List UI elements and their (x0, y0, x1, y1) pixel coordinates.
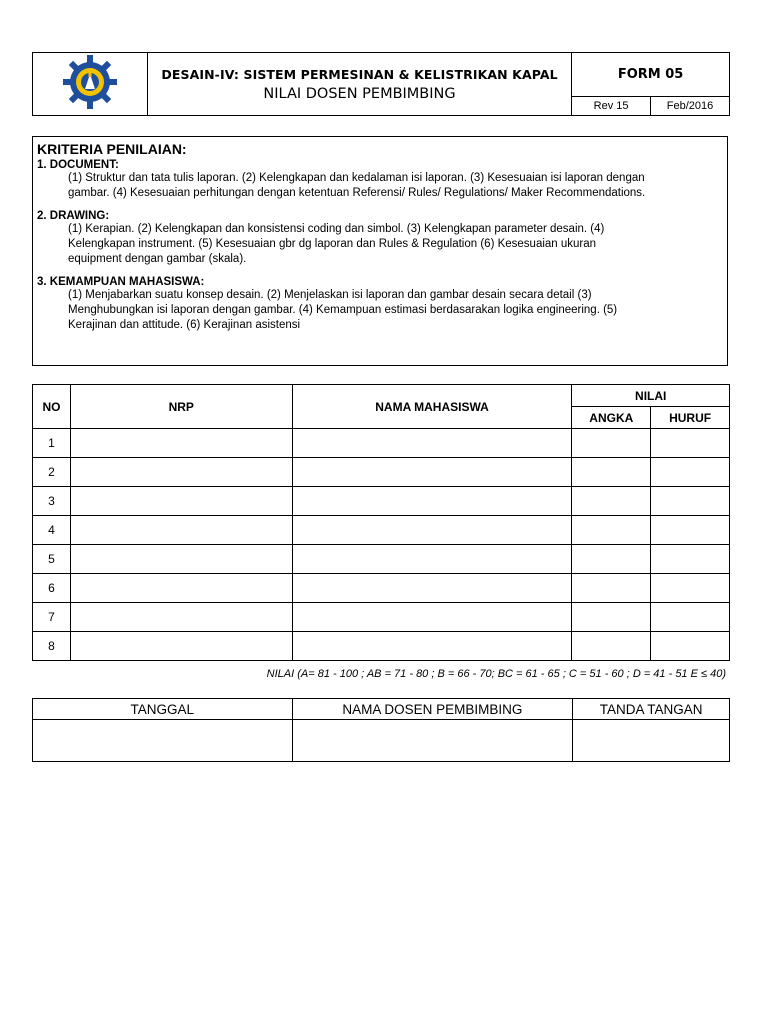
grade-legend: NILAI (A= 81 - 100 ; AB = 71 - 80 ; B = 66 - 70; BC = 61 - 65 ; C = 51 - 60 ; D = 41 - 51 E ≤ 40) (266, 668, 726, 680)
col-header-no: NO (33, 385, 71, 429)
huruf-field[interactable] (651, 545, 730, 574)
angka-field[interactable] (572, 574, 651, 603)
col-header-ttd: TANDA TANGAN (573, 699, 730, 720)
nama-mahasiswa-field[interactable] (292, 516, 572, 545)
table-row (33, 545, 730, 574)
score-table (32, 384, 730, 661)
criteria-section-text (37, 222, 723, 267)
signature-table (32, 698, 730, 762)
criteria-line: Kelengkapan instrument. (5) Kesesuaian gbr dg laporan dan Rules & Regulation (6) Kesesuaian ukuran (68, 238, 597, 250)
criteria-line: equipment dengan gambar (skala). (68, 253, 247, 265)
row-number: 3 (33, 487, 71, 516)
criteria-heading: KRITERIA PENILAIAN: (37, 141, 187, 157)
huruf-field[interactable] (651, 458, 730, 487)
col-header-nilai: NILAI (572, 385, 730, 407)
criteria-section-text (37, 288, 723, 333)
form-code: FORM 05 (572, 53, 730, 97)
huruf-field[interactable] (651, 516, 730, 545)
huruf-field[interactable] (651, 603, 730, 632)
row-number: 4 (33, 516, 71, 545)
row-number: 5 (33, 545, 71, 574)
revision-date: Feb/2016 (651, 96, 730, 115)
criteria-line: Menghubungkan isi laporan dengan gambar. (4) Kemampuan estimasi berdasarakan logika engineering. (5) (68, 304, 618, 316)
row-number: 1 (33, 429, 71, 458)
criteria-line: (1) Menjabarkan suatu konsep desain. (2) Menjelaskan isi laporan dan gambar desain secara detail (3) (68, 289, 592, 301)
criteria-line: (1) Struktur dan tata tulis laporan. (2) Kelengkapan dan kedalaman isi laporan. (3) Kesesuaian isi laporan dengan (68, 172, 645, 184)
row-number: 2 (33, 458, 71, 487)
huruf-field[interactable] (651, 632, 730, 661)
tanggal-field[interactable] (33, 720, 293, 762)
criteria-line: (1) Kerapian. (2) Kelengkapan dan konsistensi coding dan simbol. (3) Kelengkapan parameter desain. (4) (68, 223, 605, 235)
col-header-huruf: HURUF (651, 407, 730, 429)
table-row (33, 458, 730, 487)
criteria-line: Kerajinan dan attitude. (6) Kerajinan asistensi (68, 319, 301, 331)
huruf-field[interactable] (651, 574, 730, 603)
table-row (33, 487, 730, 516)
row-number: 8 (33, 632, 71, 661)
score-rows (33, 429, 730, 661)
title-cell (147, 53, 571, 116)
form-title-line1: DESAIN-IV: SISTEM PERMESINAN & KELISTRIKAN KAPAL (161, 66, 558, 82)
table-row (33, 603, 730, 632)
criteria-section-title: 2. DRAWING: (37, 210, 110, 222)
col-header-nrp: NRP (70, 385, 292, 429)
angka-field[interactable] (572, 516, 651, 545)
angka-field[interactable] (572, 603, 651, 632)
nama-mahasiswa-field[interactable] (292, 574, 572, 603)
huruf-field[interactable] (651, 429, 730, 458)
table-row (33, 632, 730, 661)
col-header-angka: ANGKA (572, 407, 651, 429)
criteria-section-title: 3. KEMAMPUAN MAHASISWA: (37, 276, 205, 288)
logo-cell (33, 53, 148, 116)
nama-mahasiswa-field[interactable] (292, 487, 572, 516)
nrp-field[interactable] (70, 516, 292, 545)
nrp-field[interactable] (70, 545, 292, 574)
dosen-name-field[interactable] (292, 720, 573, 762)
angka-field[interactable] (572, 632, 651, 661)
huruf-field[interactable] (651, 487, 730, 516)
col-header-dosen: NAMA DOSEN PEMBIMBING (292, 699, 573, 720)
angka-field[interactable] (572, 487, 651, 516)
angka-field[interactable] (572, 429, 651, 458)
nrp-field[interactable] (70, 429, 292, 458)
signature-field[interactable] (573, 720, 730, 762)
nrp-field[interactable] (70, 458, 292, 487)
criteria-line: gambar. (4) Kesesuaian perhitungan dengan ketentuan Referensi/ Rules/ Regulations/ Maker Recommendations. (68, 187, 646, 199)
nama-mahasiswa-field[interactable] (292, 429, 572, 458)
nrp-field[interactable] (70, 574, 292, 603)
angka-field[interactable] (572, 458, 651, 487)
angka-field[interactable] (572, 545, 651, 574)
nama-mahasiswa-field[interactable] (292, 458, 572, 487)
row-number: 6 (33, 574, 71, 603)
nama-mahasiswa-field[interactable] (292, 545, 572, 574)
form-title-line2: NILAI DOSEN PEMBIMBING (263, 85, 456, 102)
criteria-box (32, 136, 728, 366)
row-number: 7 (33, 603, 71, 632)
institution-logo-icon (62, 54, 118, 110)
criteria-section-text (37, 171, 723, 201)
nrp-field[interactable] (70, 487, 292, 516)
criteria-section-title: 1. DOCUMENT: (37, 159, 119, 171)
nama-mahasiswa-field[interactable] (292, 603, 572, 632)
form-header (32, 52, 730, 116)
col-header-nama: NAMA MAHASISWA (292, 385, 572, 429)
table-row (33, 516, 730, 545)
table-row (33, 574, 730, 603)
nrp-field[interactable] (70, 632, 292, 661)
nrp-field[interactable] (70, 603, 292, 632)
table-row (33, 429, 730, 458)
revision-number: Rev 15 (572, 96, 651, 115)
col-header-tanggal: TANGGAL (33, 699, 293, 720)
nama-mahasiswa-field[interactable] (292, 632, 572, 661)
